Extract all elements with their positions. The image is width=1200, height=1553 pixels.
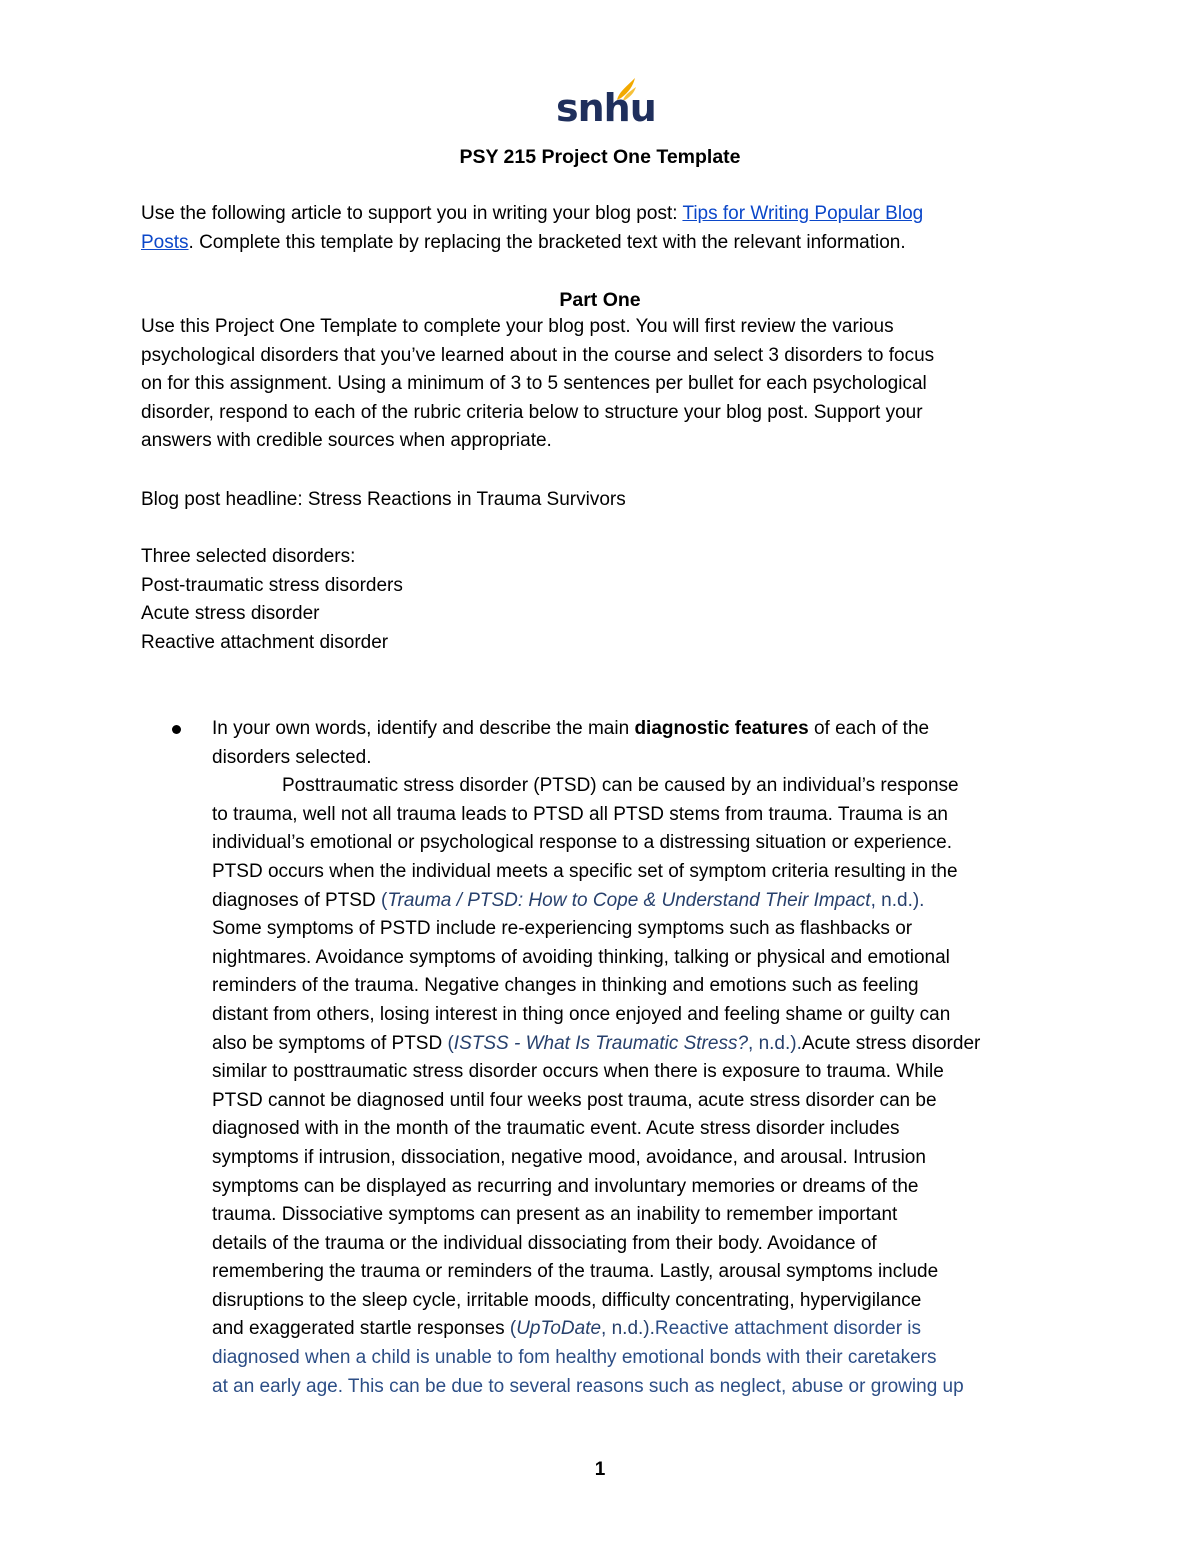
logo-wordmark: snhu xyxy=(556,86,656,130)
body-line: individual’s emotional or psychological response to a distressing situation or experience. xyxy=(212,832,953,854)
body-line: distant from others, losing interest in thing once enjoyed and feeling shame or guilty can xyxy=(212,1003,951,1025)
instruction-line: answers with credible sources when appropriate. xyxy=(141,430,552,452)
citation: (ISTSS - What Is Traumatic Stress?, n.d.). xyxy=(447,1032,802,1054)
body-line: diagnosed when a child is unable to fom healthy emotional bonds with their caretakers xyxy=(212,1347,937,1369)
intro-lead: Use the following article to support you in writing your blog post: xyxy=(141,203,683,224)
instruction-line: on for this assignment. Using a minimum of 3 to 5 sentences per bullet for each psychological xyxy=(141,373,927,395)
instruction-line: Use this Project One Template to complete your blog post. You will first review the various xyxy=(141,316,894,337)
body-line: reminders of the trauma. Negative changes in thinking and emotions such as feeling xyxy=(212,975,919,997)
selected-disorders xyxy=(141,543,1071,657)
body-line: to trauma, well not all trauma leads to PTSD all PTSD stems from trauma. Trauma is an xyxy=(212,803,948,825)
body-line: and exaggerated startle responses (UpToDate, n.d.).Reactive attachment disorder is xyxy=(212,1318,922,1340)
body-line: diagnosed with in the month of the traumatic event. Acute stress disorder includes xyxy=(212,1118,900,1140)
body-line: symptoms if intrusion, dissociation, negative mood, avoidance, and arousal. Intrusion xyxy=(212,1146,926,1168)
body-line: details of the trauma or the individual dissociating from their body. Avoidance of xyxy=(212,1232,877,1254)
body-line: Some symptoms of PSTD include re-experiencing symptoms such as flashbacks or xyxy=(212,918,913,940)
disorder-item: Post-traumatic stress disorders xyxy=(141,574,403,596)
intro-tail: . Complete this template by replacing the bracketed text with the relevant information. xyxy=(188,231,906,253)
body-line: PTSD cannot be diagnosed until four weeks post trauma, acute stress disorder can be xyxy=(212,1089,937,1111)
document-title: PSY 215 Project One Template xyxy=(459,146,741,168)
body-line: also be symptoms of PTSD (ISTSS - What Is Traumatic Stress?, n.d.).Acute stress disorder xyxy=(212,1032,981,1054)
part-one-instructions xyxy=(141,313,1071,456)
blog-headline: Blog post headline: Stress Reactions in Trauma Survivors xyxy=(141,489,626,510)
blog-tips-link[interactable]: Tips for Writing Popular Blog xyxy=(682,203,924,224)
intro-paragraph xyxy=(141,200,1071,257)
diagnostic-features-term: diagnostic features xyxy=(634,718,809,739)
instruction-line: psychological disorders that you’ve learned about in the course and select 3 disorders to focus xyxy=(141,344,935,366)
disorder-item: Reactive attachment disorder xyxy=(141,631,389,653)
body-line: disruptions to the sleep cycle, irritable moods, difficulty concentrating, hypervigilance xyxy=(212,1289,922,1311)
blog-tips-link-continued[interactable]: Posts xyxy=(141,231,189,253)
body-line: remembering the trauma or reminders of the trauma. Lastly, arousal symptoms include xyxy=(212,1261,939,1283)
body-line: PTSD occurs when the individual meets a specific set of symptom criteria resulting in the xyxy=(212,860,958,882)
bullet-icon xyxy=(172,725,181,734)
instruction-line: disorder, respond to each of the rubric criteria below to structure your blog post. Support your xyxy=(141,401,923,423)
body-line: trauma. Dissociative symptoms can present as an inability to remember important xyxy=(212,1204,898,1226)
disorder-item: Acute stress disorder xyxy=(141,603,320,625)
citation: (UpToDate, n.d.). xyxy=(509,1318,655,1340)
body-line: Posttraumatic stress disorder (PTSD) can be caused by an individual’s response xyxy=(282,775,959,797)
body-line: nightmares. Avoidance symptoms of avoiding thinking, talking or physical and emotional xyxy=(212,946,950,968)
part-one-heading: Part One xyxy=(559,289,641,311)
body-line: at an early age. This can be due to several reasons such as neglect, abuse or growing up xyxy=(212,1375,964,1397)
body-line: similar to posttraumatic stress disorder occurs when there is exposure to trauma. While xyxy=(212,1061,944,1083)
snhu-logo xyxy=(556,76,656,134)
body-line: diagnoses of PTSD (Trauma / PTSD: How to Cope & Understand Their Impact, n.d.). xyxy=(212,889,925,911)
body-line: symptoms can be displayed as recurring and involuntary memories or dreams of the xyxy=(212,1175,919,1197)
bullet-content: In your own words, identify and describe the main diagnostic features of each of the disorders selected. Posttraumatic stress disorder (PTSD) can be caused by an individual’s response to trauma, well not all trauma leads to PTSD all PTSD stems from trauma. Trauma is an individual’s emotional or psychological response to a distressing situation or experience. PTSD occurs when the individual meets a specific set of symptom criteria resulting in the diagnoses of PTSD (Trauma / PTSD: How to Cope & Understand Their Impact, n.d.). Some symptoms of PSTD include re-experiencing symptoms such as flashbacks or nightmares. Avoidance symptoms of avoiding thinking, talking or physical and emotional reminders of the trauma. Negative changes in thinking and emotions such as feeling distant from others, losing interest in thing once enjoyed and feeling shame or guilty can also be symptoms of PTSD (ISTSS - What Is Traumatic Stress?, n.d.).Acute stress disorder similar to posttraumatic stress disorder occurs when there is exposure to trauma. While PTSD cannot be diagnosed until four weeks post trauma, acute stress disorder can be diagnosed with in the month of the traumatic event. Acute stress disorder includes symptoms if intrusion, dissociation, negative mood, avoidance, and arousal. Intrusion symptoms can be displayed as recurring and involuntary memories or dreams of the trauma. Dissociative symptoms can present as an inability to remember important details of the trauma or the individual dissociating from their body. Avoidance of remembering the trauma or reminders of the trauma. Lastly, arousal symptoms include disruptions to the sleep cycle, irritable moods, difficulty concentrating, hypervigilance and exaggerated startle responses (UpToDate, n.d.).Reactive attachment disorder is diagnosed when a child is unable to fom healthy emotional bonds with their caretakers at an early age. This can be due to several reasons such as neglect, abuse or growing up xyxy=(212,715,1072,1401)
disorders-label: Three selected disorders: xyxy=(141,546,356,567)
page-number: 1 xyxy=(594,1459,606,1480)
citation: (Trauma / PTSD: How to Cope & Understand Their Impact, n.d.). xyxy=(380,889,925,911)
